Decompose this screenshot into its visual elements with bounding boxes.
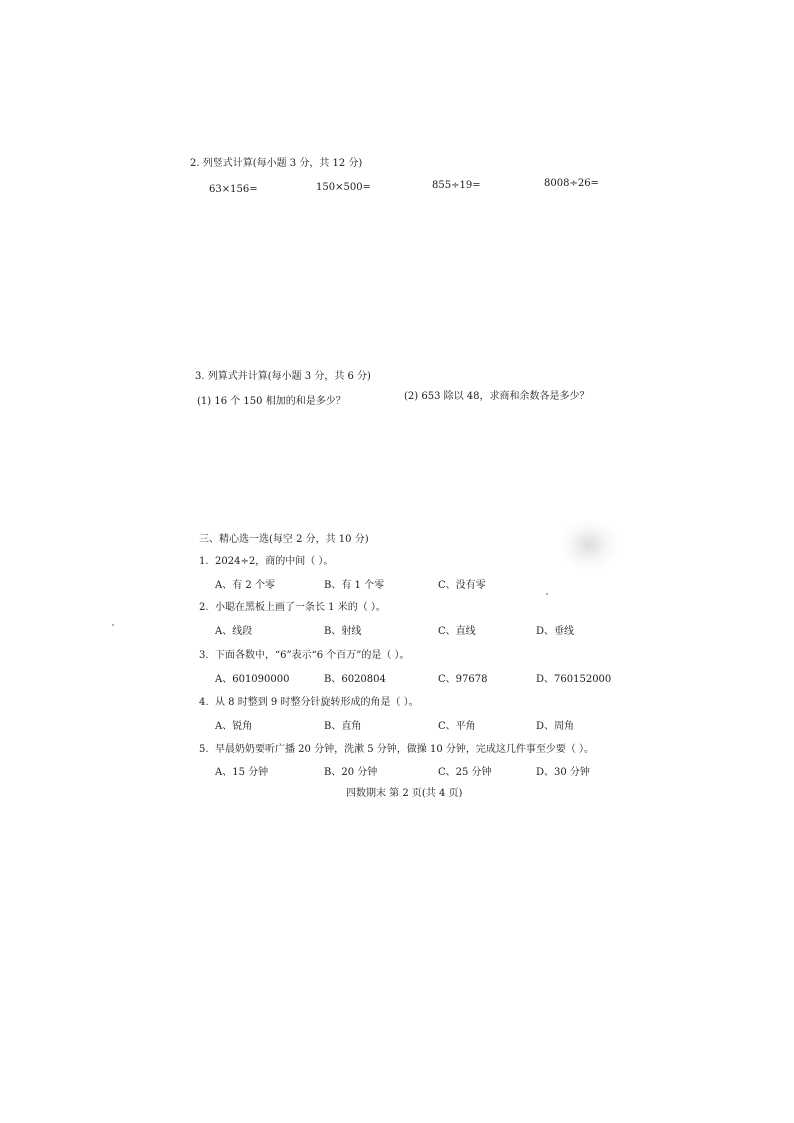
scan-smudge xyxy=(560,520,618,570)
calc-item-2: 150×500= xyxy=(316,182,371,193)
part3-title: 三、精心选一选(每空 2 分，共 10 分) xyxy=(199,534,369,545)
scan-speck xyxy=(546,593,548,595)
word-problem-2: (2) 653 除以 48，求商和余数各是多少？ xyxy=(404,391,590,402)
question-5-number: 5. xyxy=(199,744,209,755)
section3-title: 3. 列算式并计算(每小题 3 分，共 6 分) xyxy=(195,371,371,382)
question-4-text: 从 8 时整到 9 时整分针旋转形成的角是（ ）。 xyxy=(215,697,419,708)
question-4-option-a: A、锐角 xyxy=(215,721,253,732)
question-5-text: 早晨奶奶要听广播 20 分钟，洗漱 5 分钟，做操 10 分钟，完成这几件事至少要（ ）。 xyxy=(215,744,595,755)
question-3-option-d: D、760152000 xyxy=(536,674,612,685)
question-3-option-c: C、97678 xyxy=(438,674,488,685)
word-problem-1: (1) 16 个 150 相加的和是多少？ xyxy=(197,396,346,407)
question-4-option-b: B、直角 xyxy=(324,721,362,732)
question-3-text: 下面各数中，“6”表示“6 个百万”的是（ ）。 xyxy=(215,650,410,661)
question-3-number: 3. xyxy=(199,650,209,661)
question-1-option-a: A、有 2 个零 xyxy=(215,580,275,591)
scan-speck xyxy=(112,624,114,626)
question-5-option-c: C、25 分钟 xyxy=(438,767,492,778)
question-1-option-c: C、没有零 xyxy=(438,580,486,591)
question-3-option-b: B、6020804 xyxy=(324,674,386,685)
calc-item-4: 8008÷26= xyxy=(544,178,599,189)
question-2-number: 2. xyxy=(199,602,209,613)
question-2-text: 小聪在黑板上画了一条长 1 米的（ ）。 xyxy=(215,602,386,613)
page-footer: 四数期末 第 2 页(共 4 页) xyxy=(346,788,463,799)
calc-item-1: 63×156= xyxy=(209,184,258,195)
question-5-option-a: A、15 分钟 xyxy=(215,767,269,778)
question-5-option-d: D、30 分钟 xyxy=(536,767,590,778)
question-2-option-b: B、射线 xyxy=(324,626,362,637)
question-2-option-d: D、垂线 xyxy=(536,626,575,637)
question-1-number: 1. xyxy=(199,556,209,567)
question-5-option-b: B、20 分钟 xyxy=(324,767,378,778)
question-2-option-c: C、直线 xyxy=(438,626,476,637)
question-4-number: 4. xyxy=(199,697,209,708)
question-4-option-c: C、平角 xyxy=(438,721,476,732)
question-1-option-b: B、有 1 个零 xyxy=(324,580,385,591)
calc-item-3: 855÷19= xyxy=(432,180,481,191)
question-1-text: 2024÷2，商的中间（ ）。 xyxy=(215,556,334,567)
question-2-option-a: A、线段 xyxy=(215,626,253,637)
section2-title: 2. 列竖式计算(每小题 3 分，共 12 分) xyxy=(190,158,363,169)
question-4-option-d: D、周角 xyxy=(536,721,575,732)
question-3-option-a: A、601090000 xyxy=(215,674,290,685)
